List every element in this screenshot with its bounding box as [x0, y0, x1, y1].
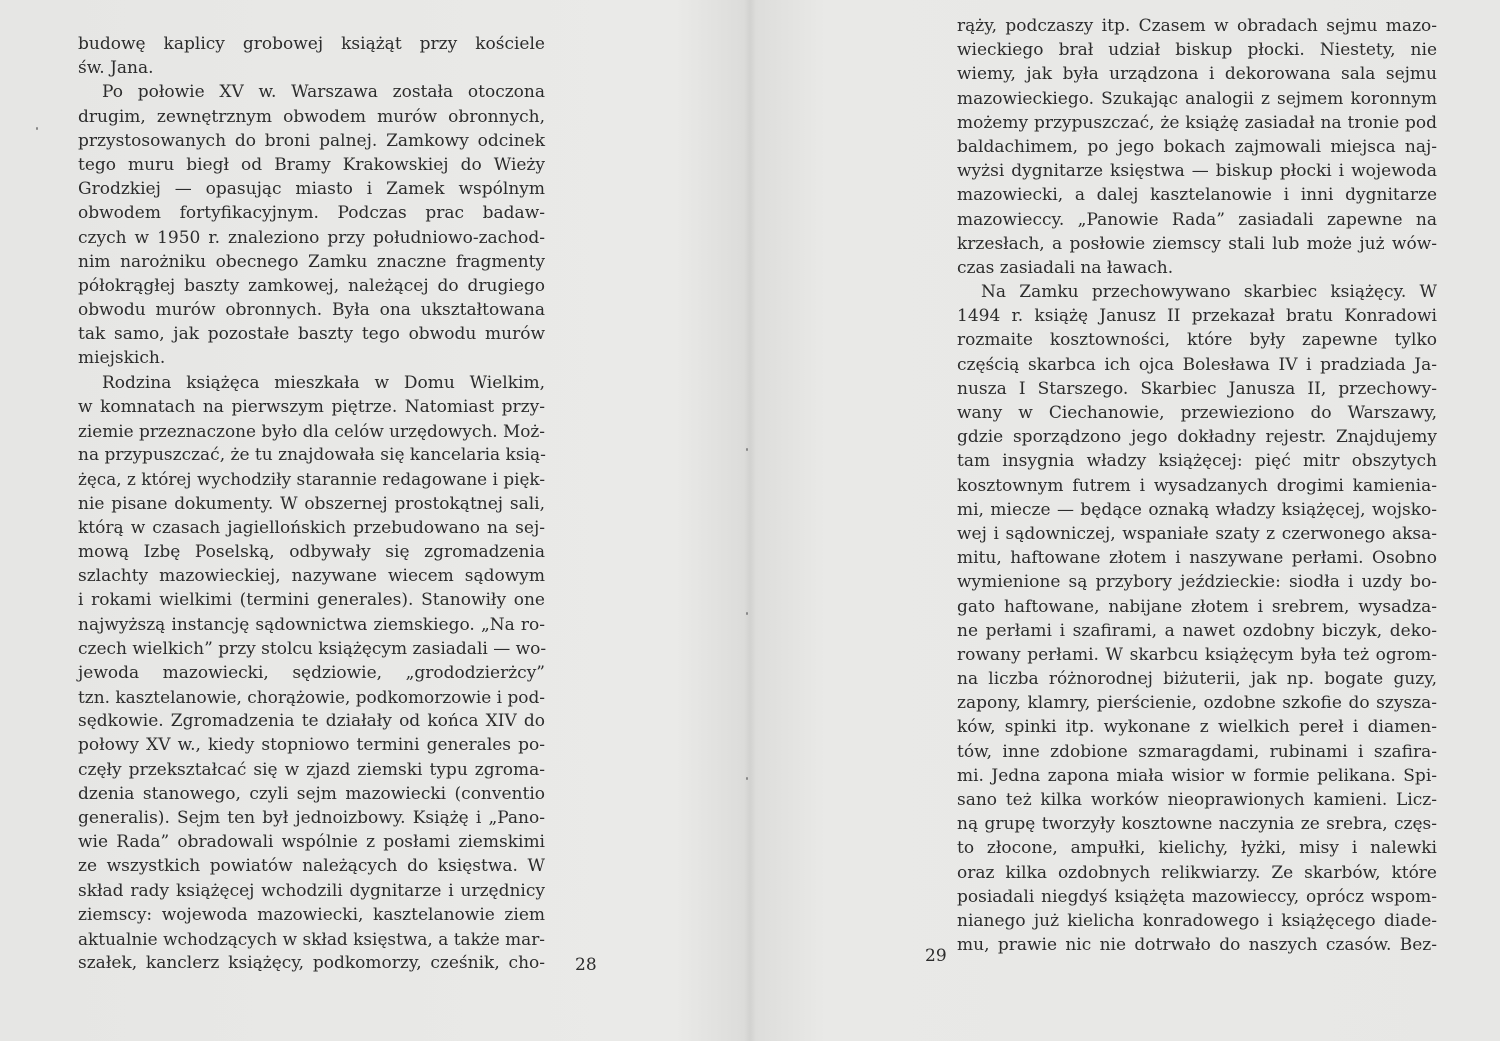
text-line: częścią skarbca ich ojca Bolesława IV i pradziada Ja- [957, 354, 1437, 375]
text-line: rozmaite kosztowności, które były zapewne tylko [957, 330, 1437, 351]
text-line: ną grupę tworzyły kosztowne naczynia ze srebra, częs- [957, 814, 1437, 835]
text-line: sędkowie. Zgromadzenia te działały od końca XIV do [78, 711, 545, 732]
text-line: sano też kilka worków nieoprawionych kamieni. Licz- [957, 790, 1437, 810]
text-line: tak samo, jak pozostałe baszty tego obwodu murów [78, 324, 545, 345]
text-line: rąży, podczaszy itp. Czasem w obradach sejmu mazo- [957, 16, 1437, 36]
text-line: możemy przypuszczać, że książę zasiadał na tronie pod [957, 112, 1437, 133]
text-line: kosztownym futrem i wysadzanych drogimi kamienia- [957, 475, 1437, 496]
text-line: mi. Jedna zapona miała wisior w formie pelikana. Spi- [957, 765, 1437, 786]
paper-speck [36, 127, 38, 130]
text-line: wymienione są przybory jeździeckie: siodła i uzdy bo- [957, 572, 1437, 593]
text-line: wej i sądowniczej, wspaniałe szaty z czerwonego aksa- [957, 523, 1437, 544]
text-line: na liczba różnorodnej biżuterii, jak np. bogate guzy, [957, 669, 1437, 690]
text-line: to złocone, ampułki, kielichy, łyżki, misy i nalewki [957, 838, 1437, 859]
text-line: krzesłach, a posłowie ziemscy stali lub może już wów- [957, 233, 1437, 254]
text-line: szlachty mazowieckiej, nazywane wiecem sądowym [78, 566, 545, 587]
text-line: mitu, haftowane złotem i naszywane perłami. Osobno [957, 548, 1437, 569]
text-line: którą w czasach jagiellońskich przebudowano na sej- [78, 517, 545, 538]
text-line: półokrągłej baszty zamkowej, należącej do drugiego [78, 275, 545, 296]
text-line: ziemie przeznaczone było dla celów urzędowych. Moż- [78, 421, 545, 441]
text-line: gdzie sporządzono jego dokładny rejestr. Znajdujemy [957, 427, 1437, 448]
text-line: wie Rada” obradowali wspólnie z posłami ziemskimi [78, 832, 545, 853]
text-line: ków, spinki itp. wykonane z wielkich pereł i diamen- [957, 717, 1437, 738]
text-line: ziemscy: wojewoda mazowiecki, kasztelanowie ziem [78, 904, 545, 925]
text-line: najwyższą instancję sądownictwa ziemskiego. „Na ro- [78, 614, 545, 635]
text-line: nie pisane dokumenty. W obszernej prostokątnej sali, [78, 493, 545, 514]
text-line: baldachimem, po jego bokach zajmowali miejsca naj- [957, 136, 1437, 157]
text-line: częły przekształcać się w zjazd ziemski typu zgroma- [78, 759, 545, 780]
text-line: obwodu murów obronnych. Była ona ukształtowana [78, 300, 545, 321]
text-line: przystosowanych do broni palnej. Zamkowy odcinek [78, 130, 545, 151]
text-line: zapony, klamry, pierścienie, ozdobne szkofie do szysza- [957, 693, 1437, 714]
text-line: posiadali niegdyś książęta mazowieccy, oprócz wspom- [957, 886, 1437, 907]
text-line: Rodzina książęca mieszkała w Domu Wielkim, [102, 372, 545, 393]
text-line: mazowieccy. „Panowie Rada” zasiadali zapewne na [957, 209, 1437, 230]
text-line: obwodem fortyfikacyjnym. Podczas prac badaw- [78, 203, 545, 224]
text-line: oraz kilka ozdobnych relikwiarzy. Ze skarbów, które [957, 862, 1437, 883]
text-line: tów, inne zdobione szmaragdami, rubinami i szafira- [957, 741, 1437, 762]
text-line: i rokami wielkimi (termini generales). Stanowiły one [78, 590, 545, 611]
text-line: Po połowie XV w. Warszawa została otoczona [102, 82, 545, 103]
text-line: połowy XV w., kiedy stopniowo termini generales po- [78, 735, 545, 756]
right-page-body [957, 14, 1437, 957]
left-page-body [78, 32, 545, 975]
text-line: żęca, z której wychodziły starannie redagowane i pięk- [78, 469, 545, 490]
text-line: nim narożniku obecnego Zamku znaczne fragmenty [78, 251, 545, 272]
text-line: tam insygnia władzy książęcej: pięć mitr obszytych [957, 451, 1437, 472]
text-line: ze wszystkich powiatów należących do księstwa. W [78, 856, 545, 877]
text-line: aktualnie wchodzących w skład księstwa, a także mar- [78, 928, 545, 949]
text-line: wany w Ciechanowie, przewieziono do Warszawy, [957, 403, 1437, 423]
text-line: nusza I Starszego. Skarbiec Janusza II, przechowy- [957, 378, 1437, 399]
text-line: czas zasiadali na ławach. [957, 257, 1174, 278]
right-page-number: 29 [925, 946, 947, 966]
text-line: drugim, zewnętrznym obwodem murów obronnych, [78, 106, 545, 127]
text-line: mazowieckiego. Szukając analogii z sejmem koronnym [957, 88, 1437, 109]
text-line: miejskich. [78, 348, 166, 369]
paper-speck [746, 612, 748, 615]
text-line: tego muru biegł od Bramy Krakowskiej do Wieży [78, 154, 545, 175]
text-line: tzn. kasztelanowie, chorążowie, podkomorzowie i pod- [78, 687, 545, 708]
text-line: czech wielkich” przy stolcu książęcym zasiadali — wo- [78, 638, 547, 659]
text-line: czych w 1950 r. znaleziono przy południowo-zachod- [78, 227, 545, 248]
paper-speck [746, 777, 748, 780]
text-line: mu, prawie nic nie dotrwało do naszych czasów. Bez- [957, 935, 1437, 956]
text-line: gato haftowane, nabijane złotem i srebrem, wysadza- [957, 596, 1437, 617]
text-line: mi, miecze — będące oznaką władzy książęcej, wojsko- [957, 499, 1437, 520]
text-line: generalis). Sejm ten był jednoizbowy. Książę i „Pano- [78, 808, 545, 828]
text-line: jewoda mazowiecki, sędziowie, „grododzierżcy” [78, 662, 545, 683]
text-line: nianego już kielicha konradowego i książęcego diade- [957, 910, 1437, 931]
text-line: wieckiego brał udział biskup płocki. Niestety, nie [957, 40, 1437, 61]
paper-speck [746, 448, 748, 451]
text-line: szałek, kanclerz książęcy, podkomorzy, cześnik, cho- [78, 953, 545, 974]
text-line: ne perłami i szafirami, a nawet ozdobny biczyk, deko- [957, 620, 1437, 641]
text-line: Grodzkiej — opasując miasto i Zamek wspólnym [78, 179, 545, 200]
text-line: mową Izbę Poselską, odbywały się zgromadzenia [78, 541, 545, 562]
text-line: wyżsi dygnitarze księstwa — biskup płocki i wojewoda [957, 161, 1437, 182]
text-line: rowany perłami. W skarbcu książęcym była też ogrom- [957, 644, 1437, 665]
text-line: skład rady książęcej wchodzili dygnitarze i urzędnicy [78, 880, 545, 901]
text-line: mazowiecki, a dalej kasztelanowie i inni dygnitarze [957, 185, 1437, 206]
text-line: w komnatach na pierwszym piętrze. Natomiast przy- [78, 396, 545, 417]
text-line: Na Zamku przechowywano skarbiec książęcy. W [981, 282, 1437, 303]
text-line: św. Jana. [78, 58, 154, 79]
text-line: na przypuszczać, że tu znajdowała się kancelaria ksią- [78, 445, 546, 466]
left-page-number: 28 [575, 955, 597, 975]
text-line: wiemy, jak była urządzona i dekorowana sala sejmu [957, 64, 1437, 85]
text-line: 1494 r. książę Janusz II przekazał bratu Konradowi [957, 306, 1437, 327]
text-line: dzenia stanowego, czyli sejm mazowiecki (conventio [78, 783, 545, 804]
text-line: budowę kaplicy grobowej książąt przy kościele [78, 34, 545, 54]
